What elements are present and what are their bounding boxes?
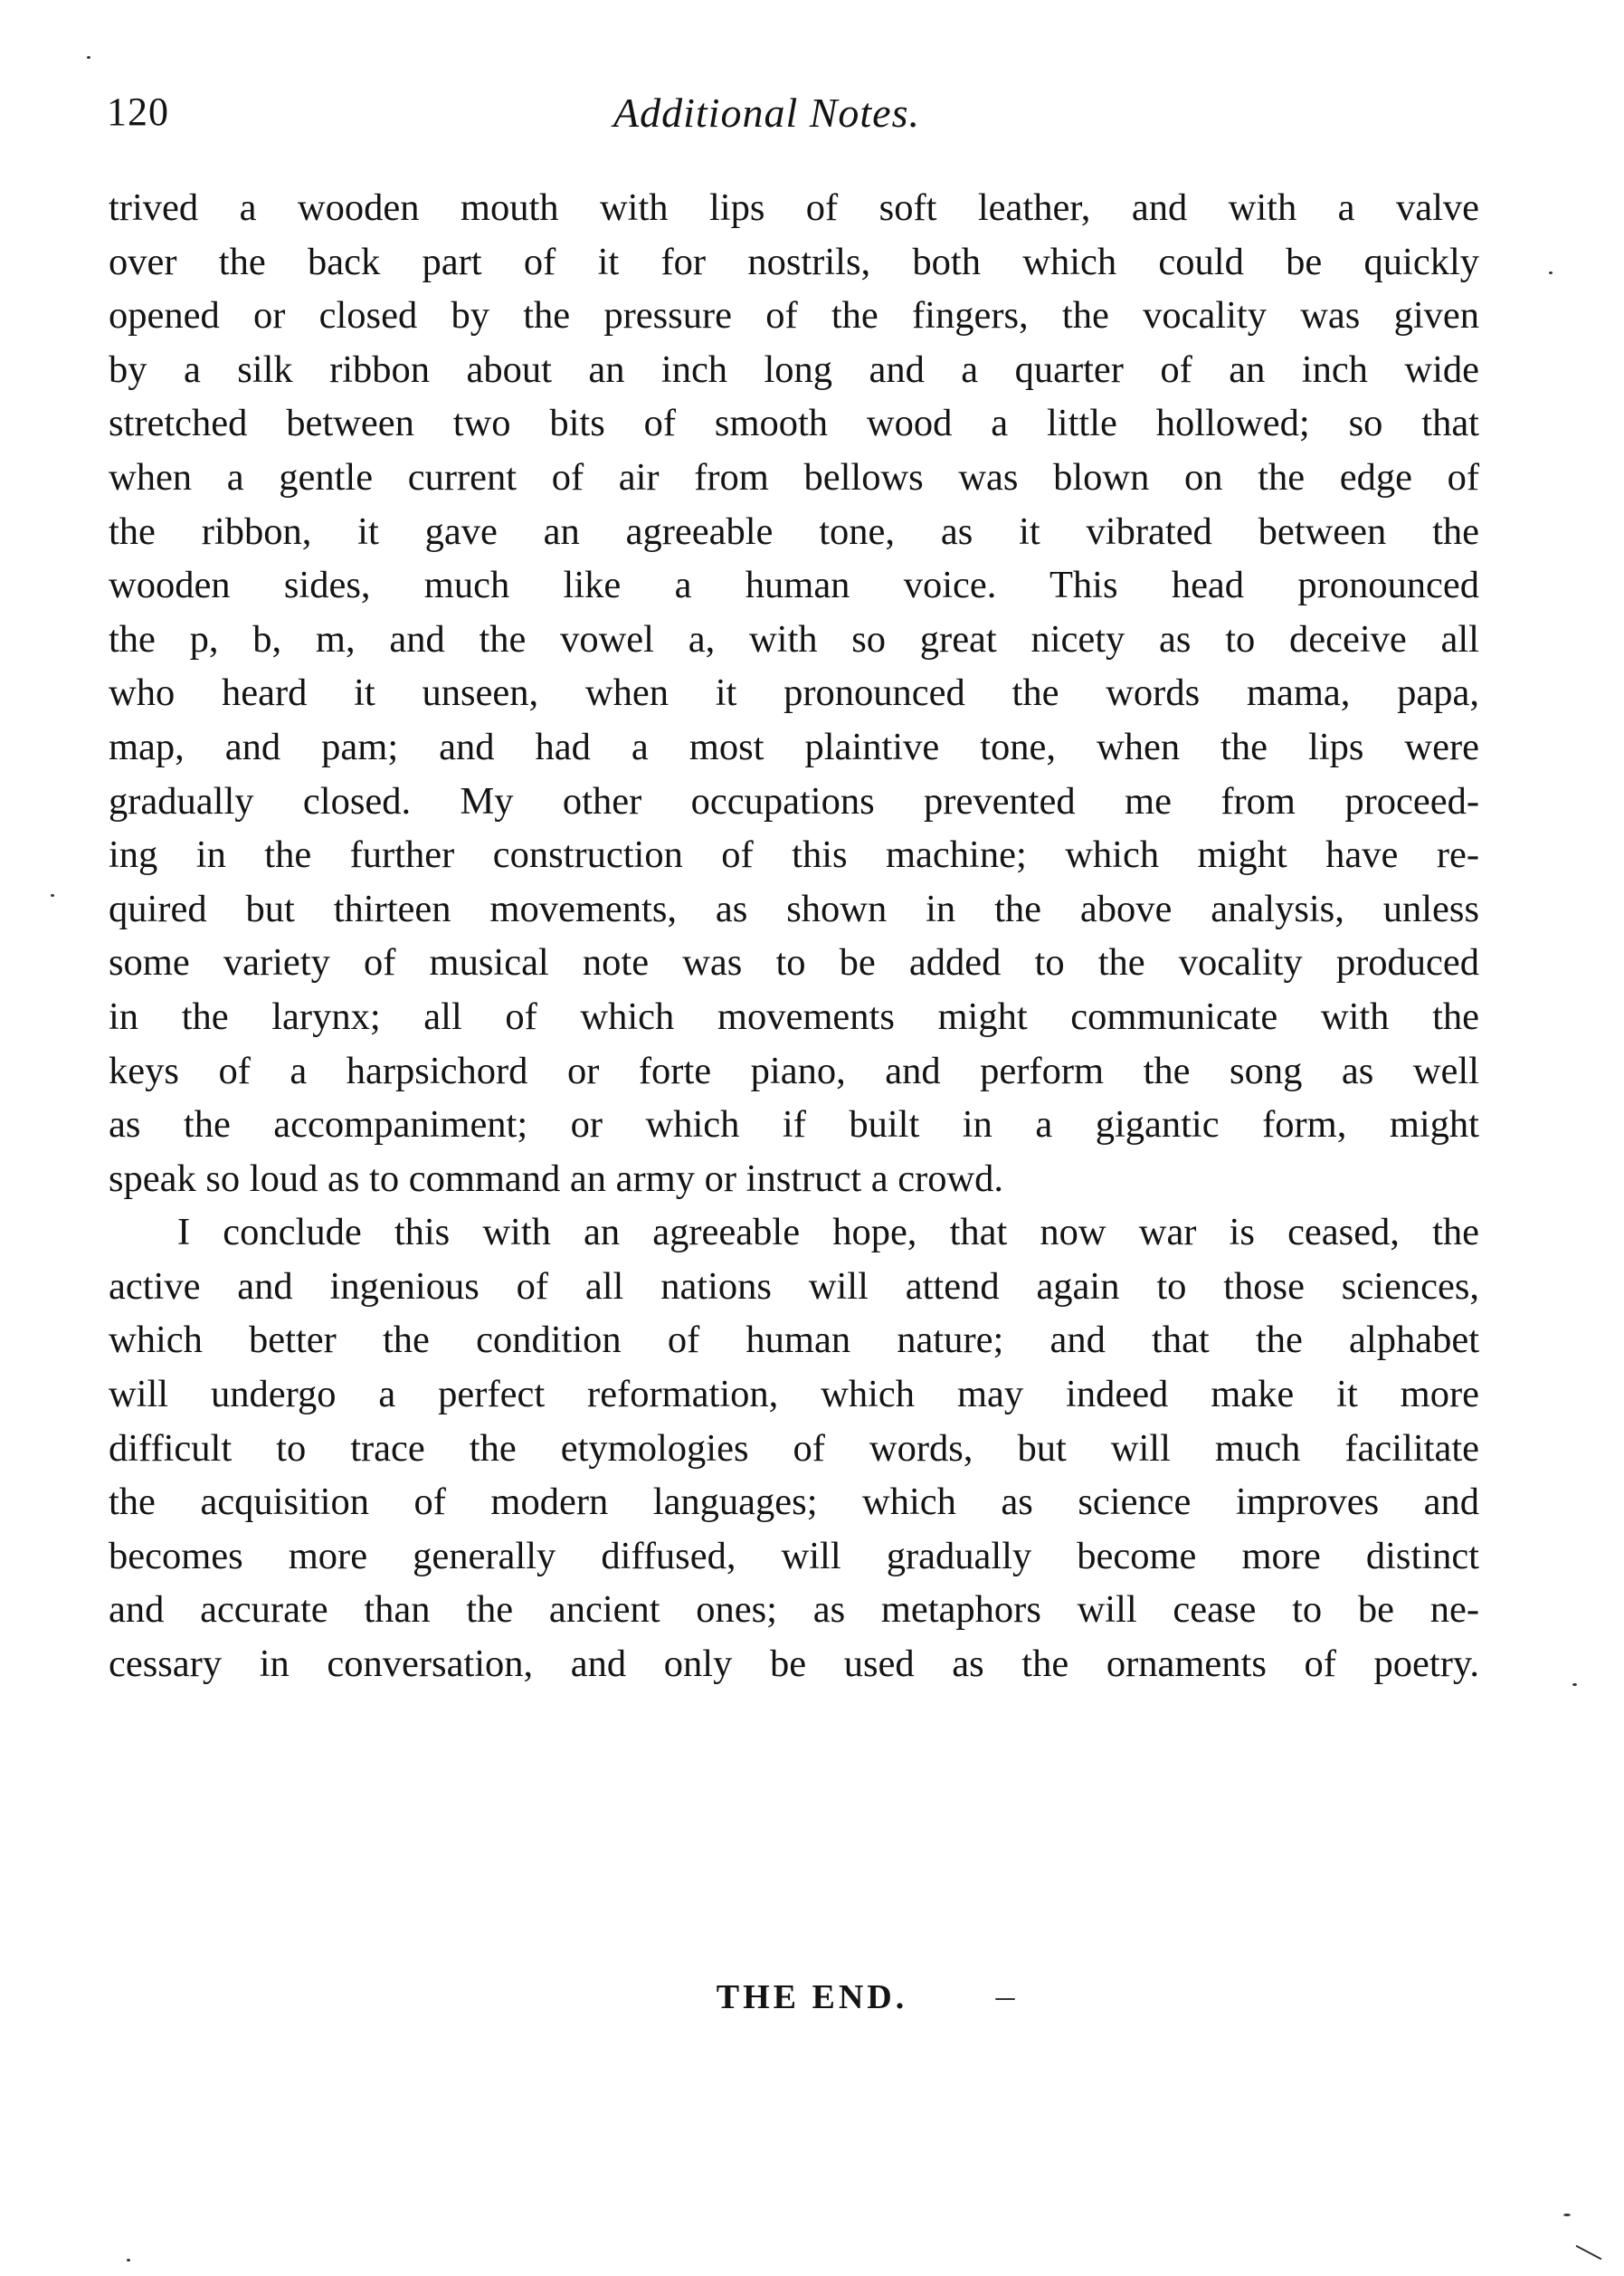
text-line: opened or closed by the pressure of the fingers, the vocality was given	[109, 294, 1479, 338]
page-number: 120	[107, 90, 169, 134]
text-line: the ribbon, it gave an agreeable tone, as it vibrated between the	[109, 509, 1479, 553]
scan-speck	[87, 56, 90, 59]
text-line: in the larynx; all of which movements might communicate with the	[109, 995, 1479, 1038]
text-line: I conclude this with an agreeable hope, that now war is ceased, the	[177, 1211, 1479, 1254]
text-line: cessary in conversation, and only be used as the ornaments of poetry.	[109, 1643, 1479, 1686]
text-line: by a silk ribbon about an inch long and a quarter of an inch wide	[109, 348, 1479, 391]
text-line: wooden sides, much like a human voice. This head pronounced	[109, 564, 1479, 607]
text-line: as the accompaniment; or which if built in a gigantic form, might	[109, 1103, 1479, 1147]
scan-speck	[51, 894, 54, 897]
page-header	[107, 89, 1482, 143]
text-line: keys of a harpsichord or forte piano, and perform the song as well	[109, 1049, 1479, 1092]
text-line: the p, b, m, and the vowel a, with so great nicety as to deceive all	[109, 617, 1479, 661]
scan-speck	[127, 2259, 130, 2262]
text-line: ing in the further construction of this machine; which might have re-	[109, 833, 1479, 877]
text-line: stretched between two bits of smooth wood a little hollowed; so that	[109, 402, 1479, 445]
text-line: difficult to trace the etymologies of words, but will much facilitate	[109, 1426, 1479, 1470]
text-line: and accurate than the ancient ones; as metaphors will cease to be ne-	[109, 1588, 1479, 1632]
text-line: quired but thirteen movements, as shown in the above analysis, unless	[109, 887, 1479, 930]
paragraph-2	[109, 1205, 1479, 1690]
text-line: trived a wooden mouth with lips of soft leather, and with a valve	[109, 186, 1479, 229]
text-line: will undergo a perfect reformation, which may indeed make it more	[109, 1373, 1479, 1416]
text-line: when a gentle current of air from bellows was blown on the edge of	[109, 455, 1479, 499]
paragraph-1	[109, 181, 1479, 1205]
closing-text: THE END.	[716, 1978, 908, 2016]
text-line: gradually closed. My other occupations prevented me from proceed-	[109, 779, 1479, 823]
text-line: some variety of musical note was to be added to the vocality produced	[109, 941, 1479, 985]
body-text	[109, 181, 1479, 1691]
scan-speck	[1575, 2245, 1601, 2261]
scan-speck	[1572, 1683, 1577, 1686]
text-line: active and ingenious of all nations will attend again to those sciences,	[109, 1264, 1479, 1308]
text-line: map, and pam; and had a most plaintive tone, when the lips were	[109, 725, 1479, 768]
text-line: who heard it unseen, when it pronounced the words mama, papa,	[109, 671, 1479, 715]
text-line: becomes more generally diffused, will gradually become more distinct	[109, 1534, 1479, 1577]
text-line: the acquisition of modern languages; which as science improves and	[109, 1481, 1479, 1524]
scan-speck	[1563, 2214, 1571, 2216]
text-line: speak so loud as to command an army or instruct a crowd.	[109, 1157, 1004, 1200]
scan-speck	[1549, 271, 1553, 274]
scan-speck	[995, 1998, 1015, 2000]
text-line: over the back part of it for nostrils, both which could be quickly	[109, 240, 1479, 283]
running-title: Additional Notes.	[613, 90, 920, 136]
text-line: which better the condition of human nature; and that the alphabet	[109, 1319, 1479, 1362]
